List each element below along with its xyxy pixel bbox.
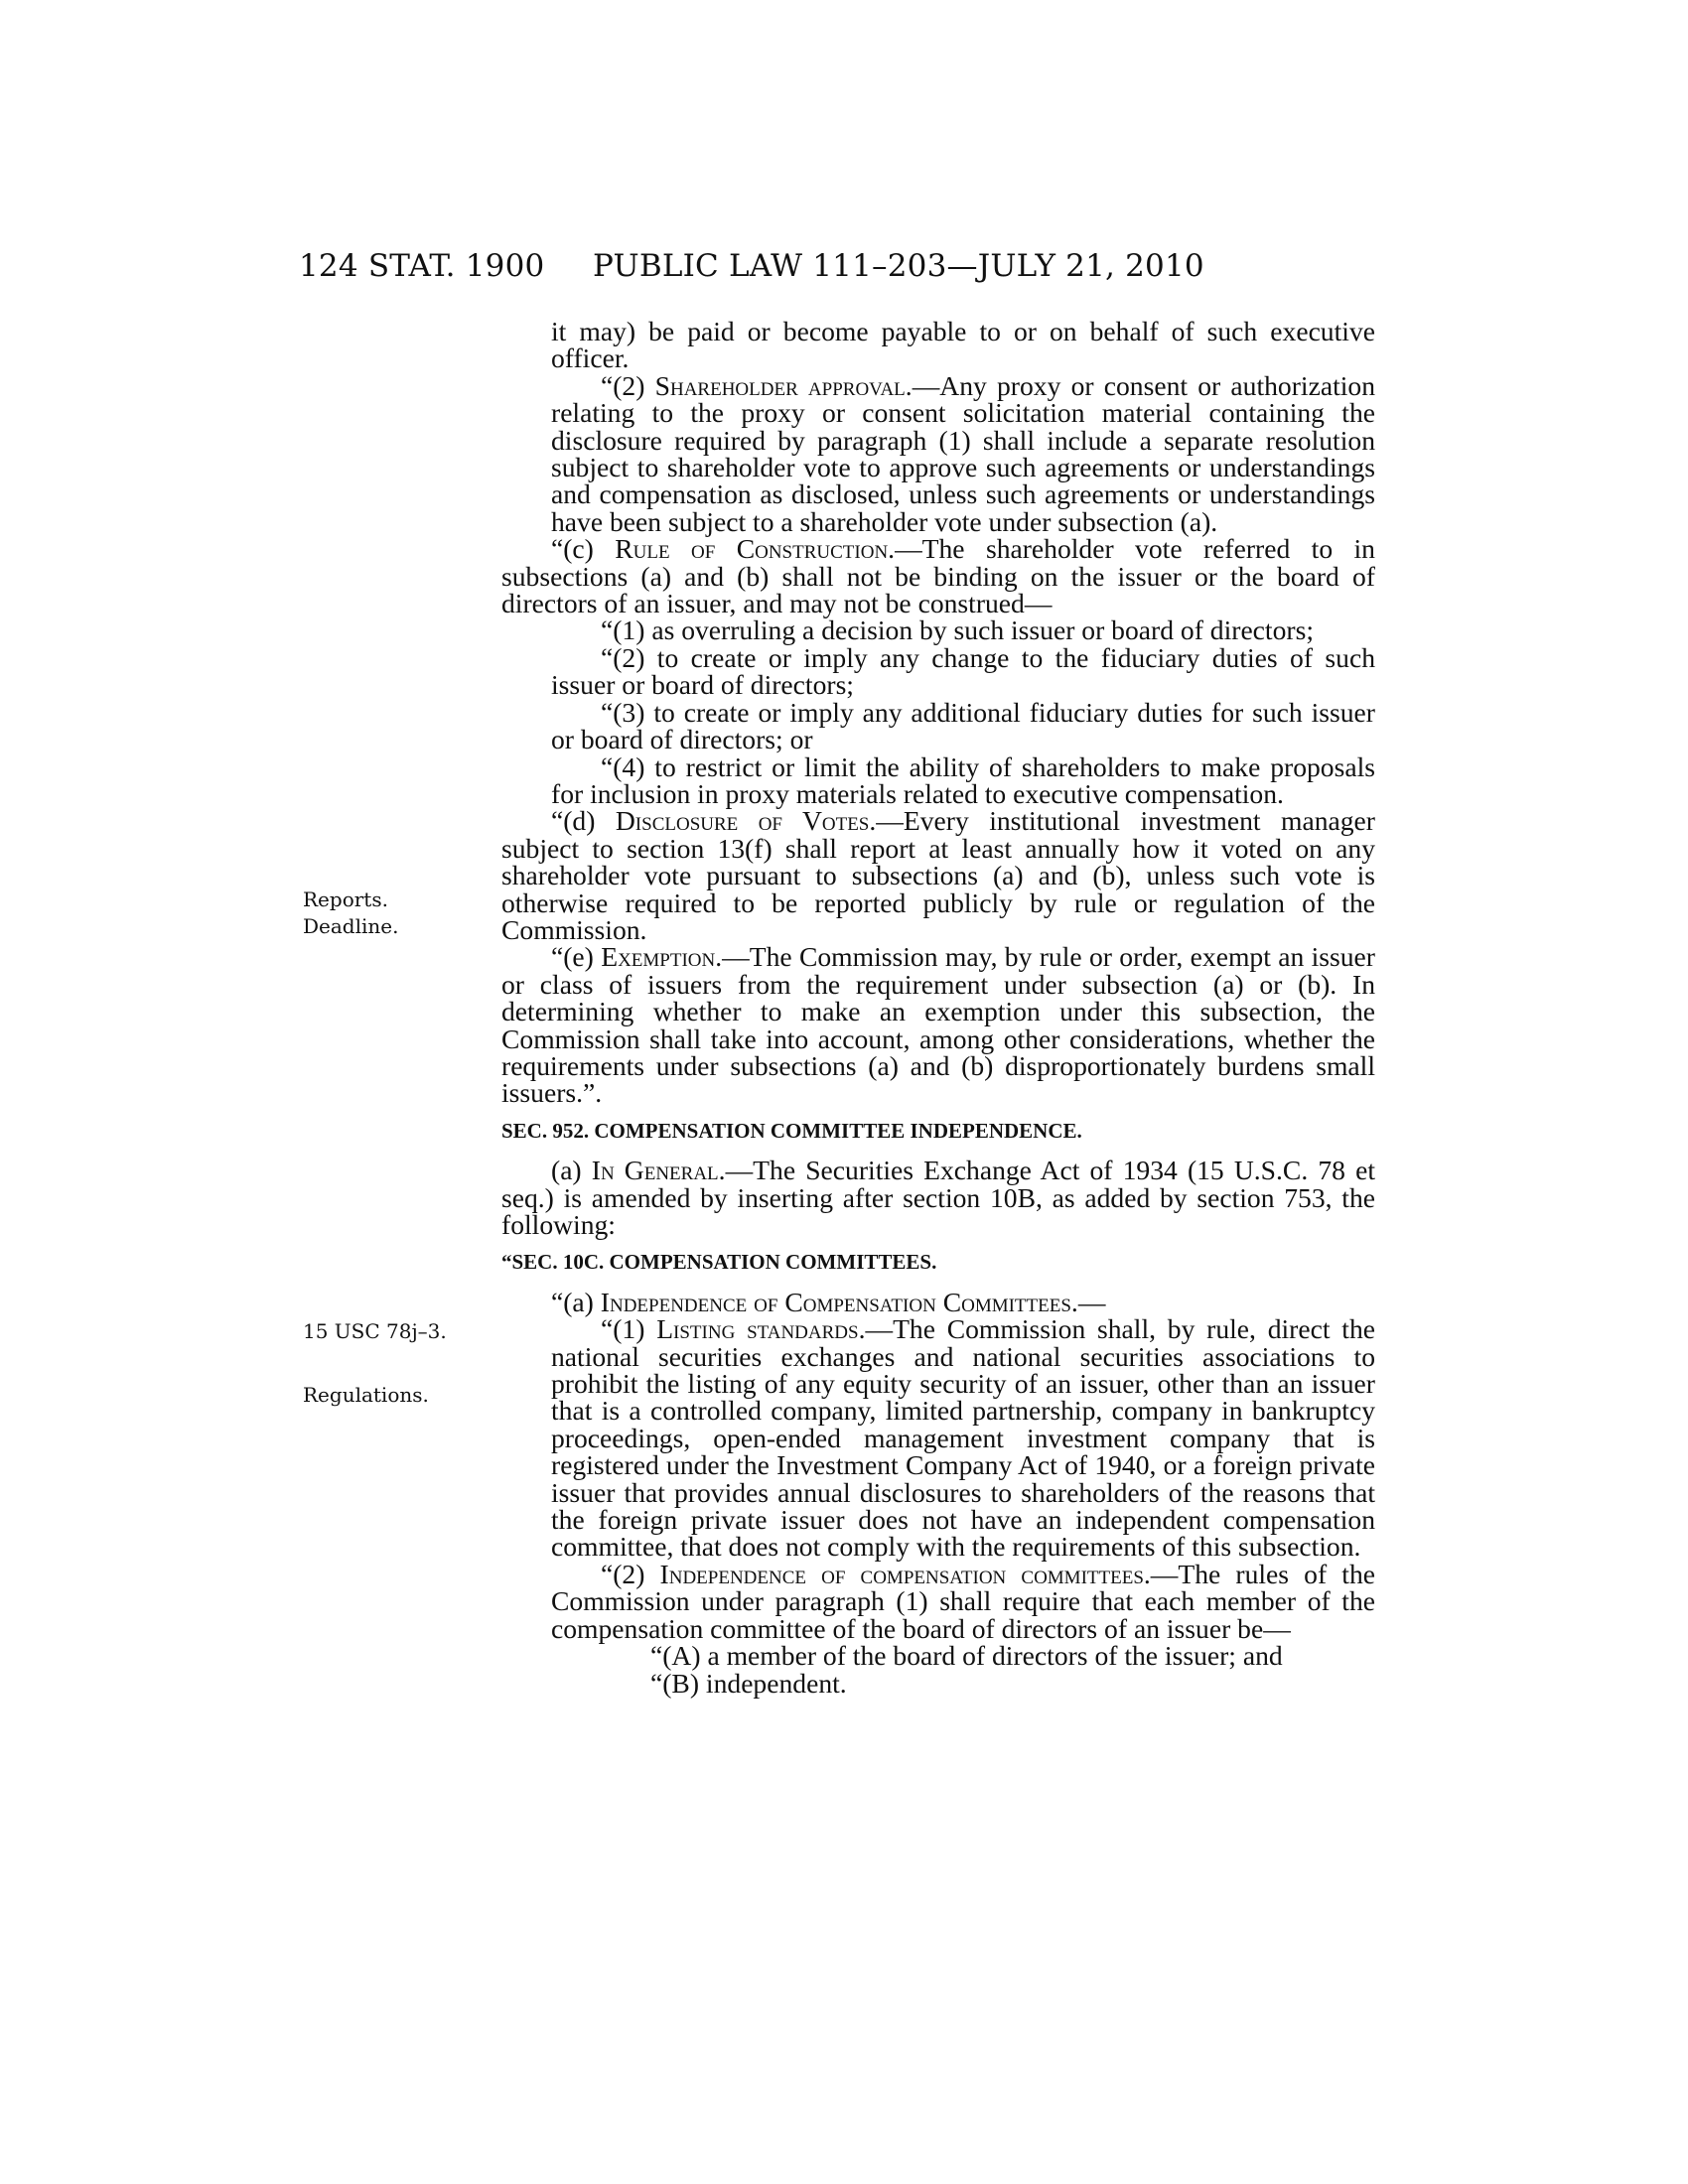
section-952-heading: SEC. 952. COMPENSATION COMMITTEE INDEPENDENCE. xyxy=(501,1118,1082,1143)
l2-heading: Independence of compensation committees. xyxy=(659,1558,1151,1589)
ia-open: “(a) xyxy=(551,1286,601,1317)
paragraph-listing-standards xyxy=(551,1315,1375,1561)
subparagraph-A: “(A) a member of the board of directors of the issuer; and xyxy=(650,1640,1283,1672)
e-heading: Exemption. xyxy=(601,941,723,973)
a-open: (a) xyxy=(551,1155,592,1186)
section-952-subsection-a xyxy=(501,1157,1375,1238)
section-10c-heading: “SEC. 10C. COMPENSATION COMMITTEES. xyxy=(501,1250,937,1275)
paragraph-continuation: it may) be paid or become payable to or on behalf of such executive officer. xyxy=(551,316,1375,374)
subsection-c-items xyxy=(501,616,1375,807)
d-open: “(d) xyxy=(551,805,616,837)
public-law-header: PUBLIC LAW 111–203—JULY 21, 2010 xyxy=(593,248,1204,284)
item-c1: “(1) as overruling a decision by such issuer or board of directors; xyxy=(601,614,1314,646)
c-text: —The shareholder vote referred to in subsections (a) and (b) shall not be binding on the issuer or the board of directors of an issuer, and may not be construed— xyxy=(501,533,1375,619)
b2-text: —Any proxy or consent or authorization relating to the proxy or consent solicitation material containing the disclosure required by paragraph (1) shall include a separate resolution subject to shareholder vote to approve such agreements or understandings and compensation as disclosed, unless such agreements or understandings have been subject to a shareholder vote under subsection (a). xyxy=(551,369,1375,537)
paragraph-independence xyxy=(551,1558,1375,1644)
c-open: “(c) xyxy=(551,533,616,565)
subsection-e-exemption xyxy=(501,941,1375,1109)
b2-open: “(2) xyxy=(601,369,655,401)
subparagraph-B: “(B) independent. xyxy=(650,1667,847,1699)
subsection-c-rule-of-construction xyxy=(501,533,1375,619)
c-heading: Rule of Construction. xyxy=(615,533,896,565)
subsection-d-disclosure-of-votes xyxy=(501,807,1375,943)
l1-heading: Listing standards. xyxy=(656,1313,866,1345)
ia-dash: — xyxy=(1077,1286,1106,1317)
e-open: “(e) xyxy=(551,941,602,973)
l1-open: “(1) xyxy=(601,1313,657,1345)
section-10c-paragraphs xyxy=(501,1315,1375,1642)
margin-note-reports: Reports. xyxy=(303,887,388,911)
margin-note-reports-deadline xyxy=(303,887,398,940)
item-c2: “(2) to create or imply any change to the fiduciary duties of such issuer or board of directors; xyxy=(551,641,1375,701)
e-text: —The Commission may, by rule or order, exempt an issuer or class of issuers from the requirement under subsection (a) or (b). In determining whether to make an exemption under this subsection, the Commission shall take into account, among other considerations, whether the requirements under subsections (a) and (b) disproportionately burdens small issuers.”. xyxy=(501,941,1375,1109)
l1-text: —The Commission shall, by rule, direct the national securities exchanges and national securities associations to prohibit the listing of any equity security of an issuer, other than an issuer that is a controlled company, limited partnership, company in bankruptcy proceedings, open-ended management investment company that is registered under the Investment Company Act of 1940, or a foreign private issuer that provides annual disclosures to shareholders of the reasons that the foreign private issuer does not have an independent compensation committee, that does not comply with the requirements of this subsection. xyxy=(551,1313,1375,1563)
page-reference: 124 STAT. 1900 xyxy=(299,248,545,284)
subsection-b-continuation xyxy=(501,318,1375,535)
a-heading: In General. xyxy=(591,1155,726,1186)
a-text: —The Securities Exchange Act of 1934 (15 U.S.C. 78 et seq.) is amended by inserting after section 10B, as added by section 753, the following: xyxy=(501,1155,1375,1240)
section-10c-subparagraphs xyxy=(501,1642,1375,1697)
section-10c-subsection-a-heading xyxy=(501,1286,1375,1317)
item-c3: “(3) to create or imply any additional fiduciary duties for such issuer or board of directors; or xyxy=(551,696,1375,755)
d-heading: Disclosure of Votes. xyxy=(615,805,877,837)
margin-note-deadline: Deadline. xyxy=(303,914,399,938)
margin-note-usc: 15 USC 78j–3. xyxy=(303,1319,447,1343)
b2-heading: Shareholder approval. xyxy=(654,369,913,401)
paragraph-b2-shareholder-approval xyxy=(551,369,1375,537)
item-c4: “(4) to restrict or limit the ability of shareholders to make proposals for inclusion in proxy materials related to executive compensation. xyxy=(551,751,1375,809)
l2-open: “(2) xyxy=(601,1558,660,1589)
l2-text: —The rules of the Commission under paragraph (1) shall require that each member of the compensation committee of the board of directors of an issuer be— xyxy=(551,1558,1375,1644)
ia-heading: Independence of Compensation Committees. xyxy=(600,1286,1078,1317)
d-text: —Every institutional investment manager subject to section 13(f) shall report at least annually how it voted on any shareholder vote pursuant to subsections (a) and (b), unless such vote is otherwise required to be reported publicly by rule or regulation of the Commission. xyxy=(501,805,1375,945)
margin-note-regulations: Regulations. xyxy=(303,1383,429,1407)
document-body xyxy=(501,318,1375,1697)
